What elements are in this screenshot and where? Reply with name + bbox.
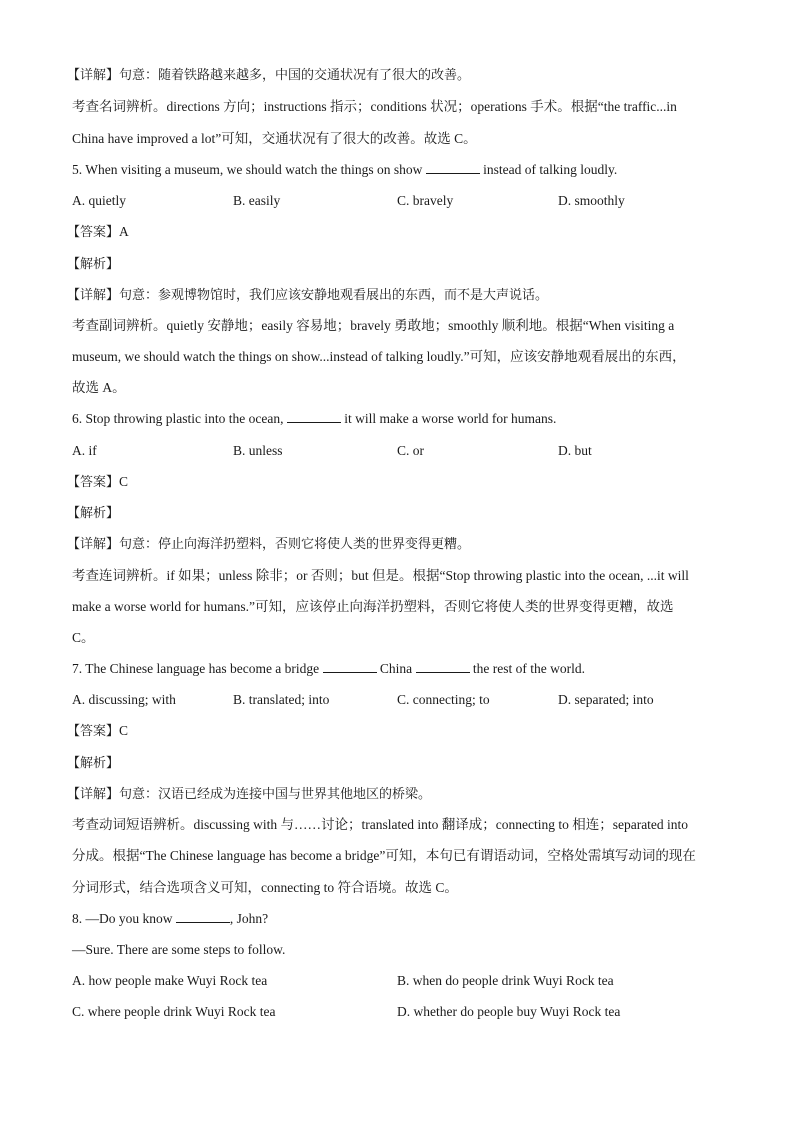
q7-stem-part-3: the rest of the world. [472, 661, 586, 676]
q6-stem-after: it will make a worse world for humans. [344, 411, 557, 426]
q8-stem-before: 8. —Do you know [72, 911, 173, 926]
q5-detail-line [67, 286, 549, 305]
q7-analysis-line-3: 分词形式，结合选项含义可知，connecting to 符合语境。故选 C。 [72, 880, 458, 895]
q8-option-d: D. whether do people buy Wuyi Rock tea [397, 1004, 621, 1019]
q4-analysis-line-1: 考查名词辨析。directions 方向；instructions 指示；conditions 状况；operations 手术。根据“the traffic...in [72, 99, 677, 114]
q5-analysis-line-1: 考查副词辨析。quietly 安静地；easily 容易地；bravely 勇敢地；smoothly 顺利地。根据“When visiting a [72, 318, 675, 333]
q8-stem [72, 910, 268, 928]
q7-answer-line [67, 722, 129, 741]
q5-blank [426, 161, 480, 174]
q8-option-a: A. how people make Wuyi Rock tea [72, 973, 268, 988]
q4-detail-line [67, 66, 471, 85]
q8-blank [176, 910, 230, 923]
q6-analysis-line-2: make a worse world for humans.”可知，应该停止向海洋扔塑料，否则它将使人类的世界变得更糟，故选 [72, 599, 674, 614]
q4-analysis-line-2: China have improved a lot”可知，交通状况有了很大的改善。故选 C。 [72, 131, 477, 146]
q6-answer: C [119, 474, 129, 489]
q7-option-d: D. separated; into [558, 692, 654, 707]
q4-detail-tag: 【详解】 [67, 68, 120, 83]
q5-option-a: A. quietly [72, 193, 126, 208]
q5-analysis-heading [67, 255, 120, 274]
q7-stem-part-1: 7. The Chinese language has become a bridge [72, 661, 320, 676]
q7-blank-1 [323, 660, 377, 673]
q6-detail-text: 句意：停止向海洋扔塑料，否则它将使人类的世界变得更糟。 [119, 537, 471, 552]
q5-detail-text: 句意：参观博物馆时，我们应该安静地观看展出的东西，而不是大声说话。 [119, 288, 549, 303]
q6-answer-line [67, 473, 129, 492]
q7-analysis-heading [67, 754, 120, 773]
q6-analysis-heading [67, 504, 120, 523]
q6-option-c: C. or [397, 443, 424, 458]
q6-analysis-line-3: C。 [72, 630, 95, 645]
q6-blank [287, 410, 341, 423]
q7-answer-tag: 【答案】 [67, 724, 120, 739]
q7-blank-2 [416, 660, 470, 673]
q7-detail-line [67, 785, 432, 804]
q6-analysis-line-1: 考查连词辨析。if 如果；unless 除非；or 否则；but 但是。根据“Stop throwing plastic into the ocean, ...it will [72, 568, 689, 583]
q6-stem [72, 410, 556, 428]
q6-option-b: B. unless [233, 443, 283, 458]
q6-answer-tag: 【答案】 [67, 475, 120, 490]
q6-detail-tag: 【详解】 [67, 537, 120, 552]
q7-detail-tag: 【详解】 [67, 787, 120, 802]
q5-analysis-tag: 【解析】 [67, 257, 120, 272]
q7-detail-text: 句意：汉语已经成为连接中国与世界其他地区的桥梁。 [119, 787, 432, 802]
q7-option-a: A. discussing; with [72, 692, 176, 707]
q5-stem-after: instead of talking loudly. [483, 162, 618, 177]
q7-stem [72, 660, 585, 678]
q6-stem-before: 6. Stop throwing plastic into the ocean, [72, 411, 284, 426]
q7-analysis-line-1: 考查动词短语辨析。discussing with 与……讨论；translated into 翻译成；connecting to 相连；separated into [72, 817, 689, 832]
q8-option-b: B. when do people drink Wuyi Rock tea [397, 973, 614, 988]
q5-option-d: D. smoothly [558, 193, 625, 208]
q7-option-b: B. translated; into [233, 692, 330, 707]
q7-answer: C [119, 723, 129, 738]
q5-option-c: C. bravely [397, 193, 454, 208]
q6-detail-line [67, 535, 471, 554]
q7-option-c: C. connecting; to [397, 692, 490, 707]
q5-answer: A [119, 224, 129, 239]
q5-detail-tag: 【详解】 [67, 288, 120, 303]
q4-detail-text: 句意：随着铁路越来越多，中国的交通状况有了很大的改善。 [119, 68, 471, 83]
q8-option-c: C. where people drink Wuyi Rock tea [72, 1004, 276, 1019]
q5-analysis-line-2: museum, we should watch the things on show...instead of talking loudly.”可知，应该安静地观看展出的东西， [72, 349, 686, 364]
q5-stem [72, 161, 617, 179]
q6-analysis-tag: 【解析】 [67, 506, 120, 521]
q7-analysis-line-2: 分成。根据“The Chinese language has become a bridge”可知，本句已有谓语动词，空格处需填写动词的现在 [72, 848, 696, 863]
q6-option-d: D. but [558, 443, 592, 458]
q6-option-a: A. if [72, 443, 97, 458]
q5-analysis-line-3: 故选 A。 [72, 380, 126, 395]
q5-answer-tag: 【答案】 [67, 225, 120, 240]
q7-analysis-tag: 【解析】 [67, 756, 120, 771]
q5-answer-line [67, 223, 129, 242]
q5-stem-before: 5. When visiting a museum, we should watch the things on show [72, 162, 423, 177]
q5-option-b: B. easily [233, 193, 281, 208]
q7-stem-part-2: China [379, 661, 413, 676]
q8-reply: —Sure. There are some steps to follow. [72, 942, 286, 957]
q8-stem-after: , John? [229, 911, 269, 926]
